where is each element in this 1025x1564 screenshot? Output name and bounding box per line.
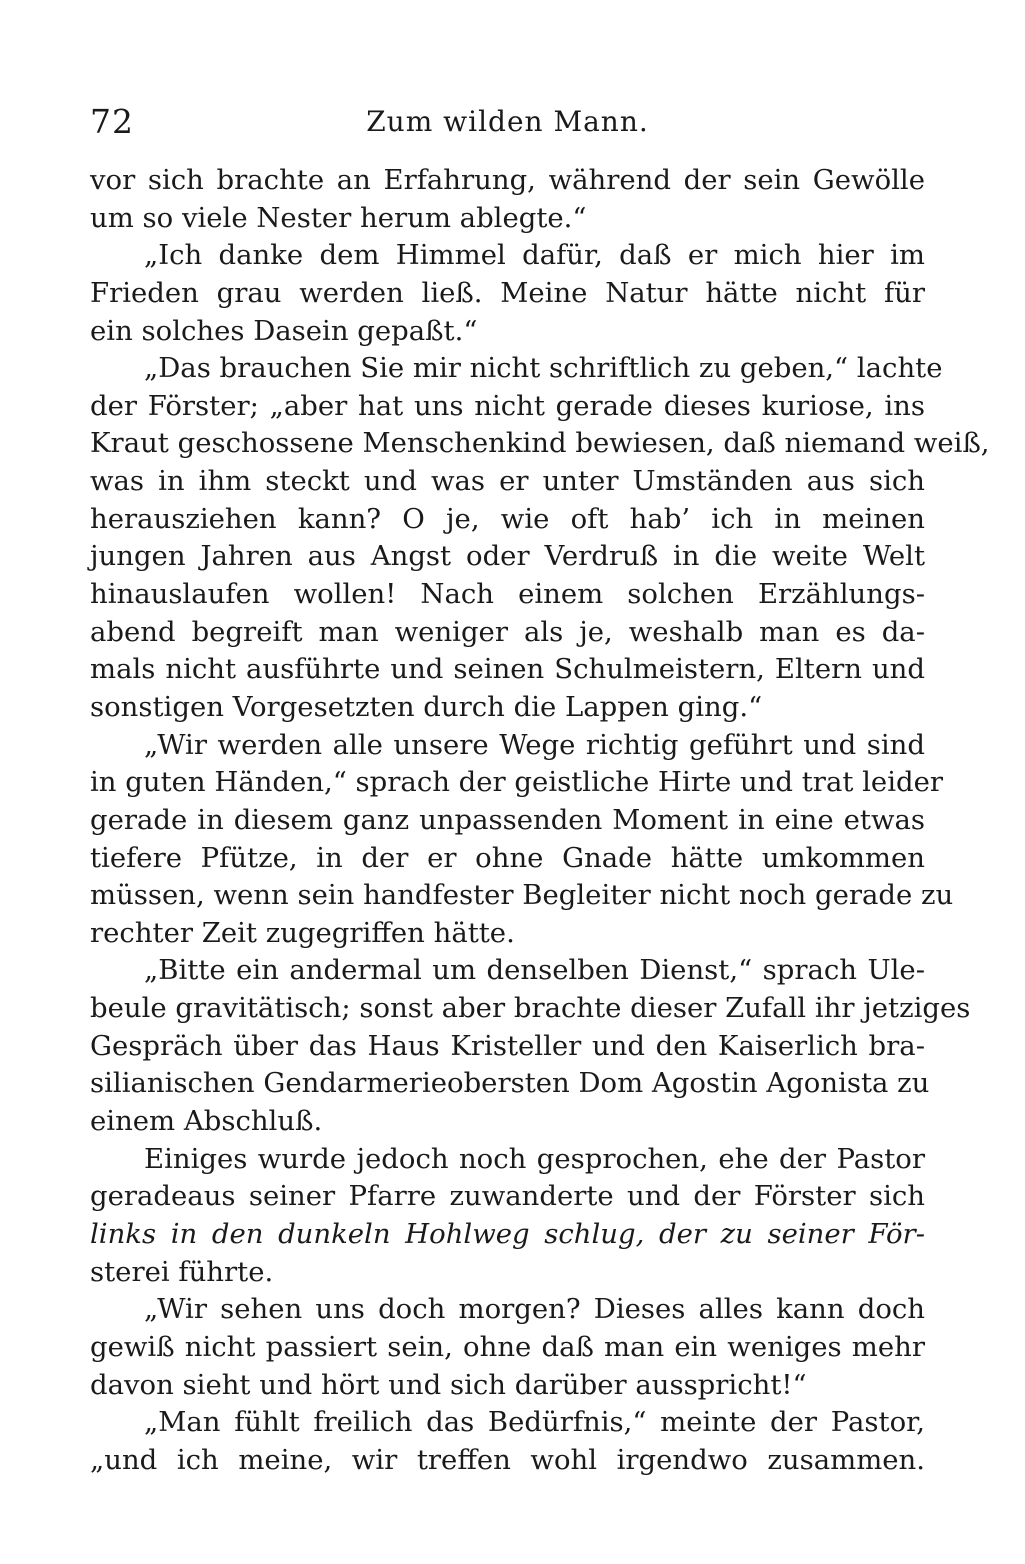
text-line: tiefere Pfütze, in der er ohne Gnade hätte umkommen bbox=[90, 841, 925, 874]
text-line: „Man fühlt freilich das Bedürfnis,“ meinte der Pastor, bbox=[144, 1406, 925, 1439]
text-line: abend begreift man weniger als je, weshalb man es da- bbox=[90, 615, 925, 648]
text-line: Einiges wurde jedoch noch gesprochen, ehe der Pastor bbox=[144, 1142, 925, 1175]
text-line: hinauslaufen wollen! Nach einem solchen Erzählungs- bbox=[90, 578, 925, 611]
text-line: Gespräch über das Haus Kristeller und den Kaiserlich bra- bbox=[90, 1029, 925, 1062]
text-line: einem Abschluß. bbox=[90, 1105, 323, 1138]
text-line: davon sieht und hört und sich darüber ausspricht!“ bbox=[90, 1368, 807, 1401]
text-line: Kraut geschossene Menschenkind bewiesen, daß niemand weiß, bbox=[90, 427, 990, 460]
text-line: gerade in diesem ganz unpassenden Moment in eine etwas bbox=[90, 803, 925, 836]
text-line: „Wir sehen uns doch morgen? Dieses alles kann doch bbox=[144, 1293, 925, 1326]
text-line: müssen, wenn sein handfester Begleiter nicht noch gerade zu bbox=[90, 879, 954, 912]
text-line: geradeaus seiner Pfarre zuwanderte und der Förster sich bbox=[90, 1180, 925, 1213]
text-line: rechter Zeit zugegriffen hätte. bbox=[90, 916, 515, 949]
text-line: „und ich meine, wir treffen wohl irgendwo zusammen. bbox=[90, 1443, 925, 1476]
text-line: mals nicht ausführte und seinen Schulmeistern, Eltern und bbox=[90, 653, 925, 686]
text-line: gewiß nicht passiert sein, ohne daß man ein weniges mehr bbox=[90, 1330, 925, 1363]
text-line: sterei führte. bbox=[90, 1255, 274, 1288]
text-line: „Ich danke dem Himmel dafür, daß er mich hier im bbox=[144, 239, 925, 272]
text-line: um so viele Nester herum ablegte.“ bbox=[90, 201, 587, 234]
text-line: silianischen Gendarmerieobersten Dom Agostin Agonista zu bbox=[90, 1067, 930, 1100]
page-number: 72 bbox=[90, 102, 134, 141]
text-line: beule gravitätisch; sonst aber brachte dieser Zufall ihr jetziges bbox=[90, 992, 971, 1025]
text-line: Frieden grau werden ließ. Meine Natur hätte nicht für bbox=[90, 276, 925, 309]
text-line: „Bitte ein andermal um denselben Dienst,“ sprach Ule- bbox=[144, 954, 925, 987]
text-line: der Förster; „aber hat uns nicht gerade dieses kuriose, ins bbox=[90, 389, 925, 422]
text-line: vor sich brachte an Erfahrung, während der sein Gewölle bbox=[90, 164, 925, 196]
body-text bbox=[90, 162, 990, 1479]
text-line: was in ihm steckt und was er unter Umständen aus sich bbox=[90, 465, 925, 498]
text-line: jungen Jahren aus Angst oder Verdruß in die weite Welt bbox=[90, 540, 925, 573]
text-line: in guten Händen,“ sprach der geistliche Hirte und trat leider bbox=[90, 766, 944, 799]
text-line: herausziehen kann? O je, wie oft hab’ ich in meinen bbox=[90, 502, 925, 535]
text-line: sonstigen Vorgesetzten durch die Lappen ging.“ bbox=[90, 690, 763, 723]
page-header bbox=[90, 100, 925, 144]
text-line: „Wir werden alle unsere Wege richtig geführt und sind bbox=[144, 728, 925, 761]
text-line: links in den dunkeln Hohlweg schlug, der zu seiner För- bbox=[90, 1217, 925, 1250]
running-head: Zum wilden Mann. bbox=[366, 105, 649, 138]
text-line: „Das brauchen Sie mir nicht schriftlich zu geben,“ lachte bbox=[144, 352, 943, 385]
text-line: ein solches Dasein gepaßt.“ bbox=[90, 314, 478, 347]
